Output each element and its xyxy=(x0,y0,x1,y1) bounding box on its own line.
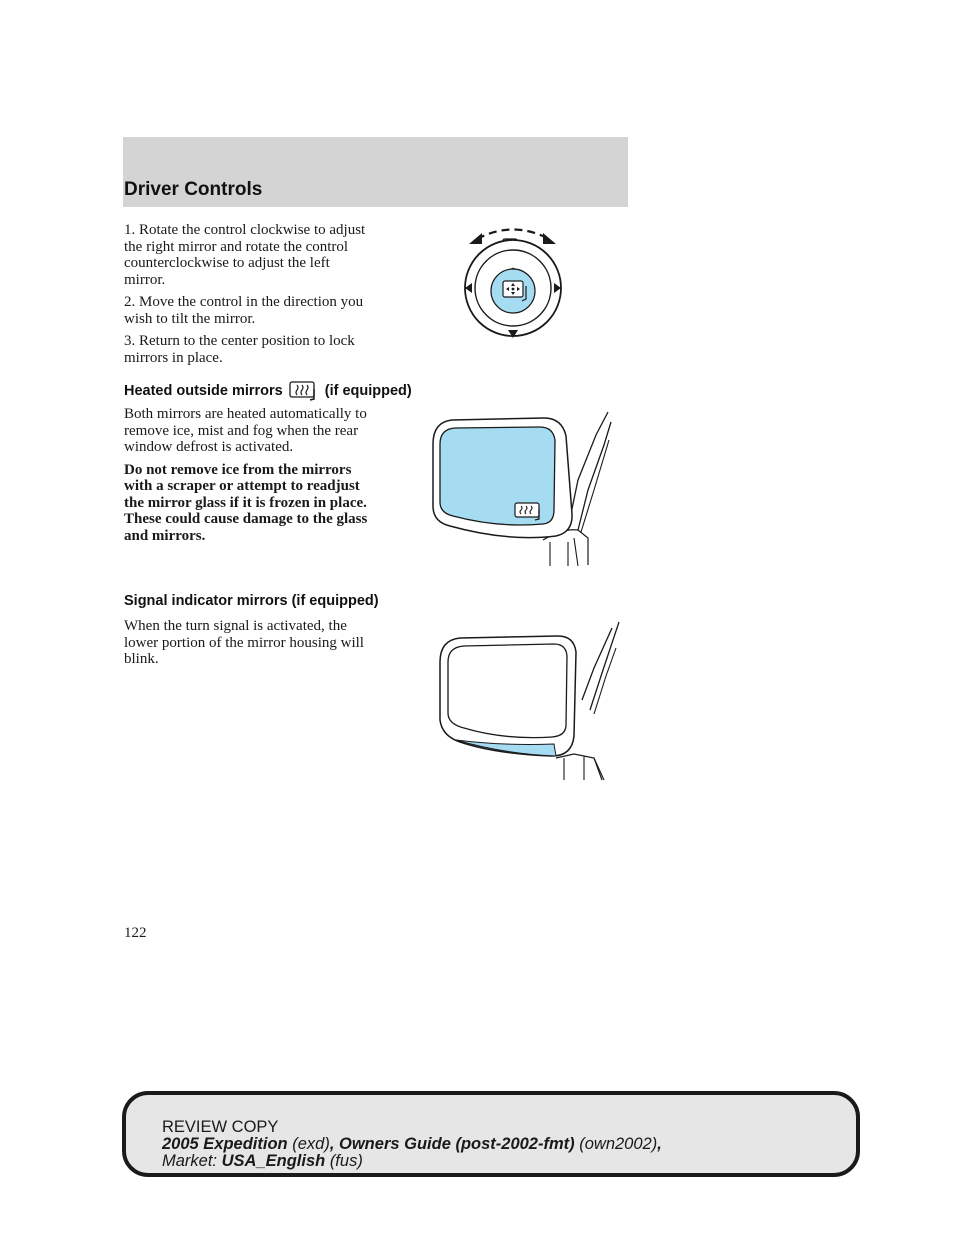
heated-mirrors-body: Both mirrors are heated automatically to remove ice, mist and fog when the rear window defrost is activated. xyxy=(124,406,367,455)
step-2: 2. Move the control in the direction you wish to tilt the mirror. xyxy=(124,294,364,327)
page-number: 122 xyxy=(124,925,147,941)
defrost-icon xyxy=(289,381,317,401)
section-title: Driver Controls xyxy=(124,179,263,200)
signal-mirrors-heading: Signal indicator mirrors (if equipped) xyxy=(124,593,379,609)
footer-guide: Owners Guide (post-2002-fmt) xyxy=(339,1135,575,1153)
footer-sep-2: , xyxy=(657,1135,662,1153)
signal-mirror-illustration xyxy=(434,618,614,784)
footer-review-box xyxy=(122,1091,860,1177)
heated-mirrors-text xyxy=(124,406,379,550)
footer-line-1: REVIEW COPY xyxy=(162,1118,279,1136)
footer-market-code: (fus) xyxy=(329,1152,363,1170)
step-3: 3. Return to the center position to lock mirrors in place. xyxy=(124,333,355,366)
heated-mirrors-heading-suffix: (if equipped) xyxy=(324,383,412,399)
signal-mirrors-body: When the turn signal is activated, the lower portion of the mirror housing will blink. xyxy=(124,618,364,667)
heated-mirrors-heading xyxy=(124,381,412,401)
step-1: 1. Rotate the control clockwise to adjust the right mirror and rotate the control counterclockwise to adjust the left mirror. xyxy=(124,222,366,288)
footer-line-3 xyxy=(162,1153,662,1170)
signal-mirrors-text xyxy=(124,618,369,674)
footer-market: USA_English xyxy=(221,1152,326,1170)
heated-mirrors-heading-main: Heated outside mirrors xyxy=(124,383,283,399)
footer-vehicle-code: (exd) xyxy=(292,1135,330,1153)
footer-text xyxy=(162,1119,662,1170)
footer-vehicle: 2005 Expedition xyxy=(162,1135,288,1153)
footer-market-label: Market: xyxy=(162,1152,218,1170)
heated-mirror-illustration xyxy=(428,410,613,570)
section-header-band xyxy=(123,137,628,207)
footer-guide-code: (own2002) xyxy=(579,1135,658,1153)
mirror-control-illustration xyxy=(455,222,575,342)
heated-mirror-defrost-icon xyxy=(515,503,539,520)
heated-mirrors-warning: Do not remove ice from the mirrors with a scraper or attempt to readjust the mirror glass if it is frozen in place. These could cause damage to the glass and mirrors. xyxy=(124,461,368,544)
footer-sep-1: , xyxy=(329,1135,335,1153)
mirror-control-steps xyxy=(124,222,374,372)
footer-line-2 xyxy=(162,1136,662,1153)
